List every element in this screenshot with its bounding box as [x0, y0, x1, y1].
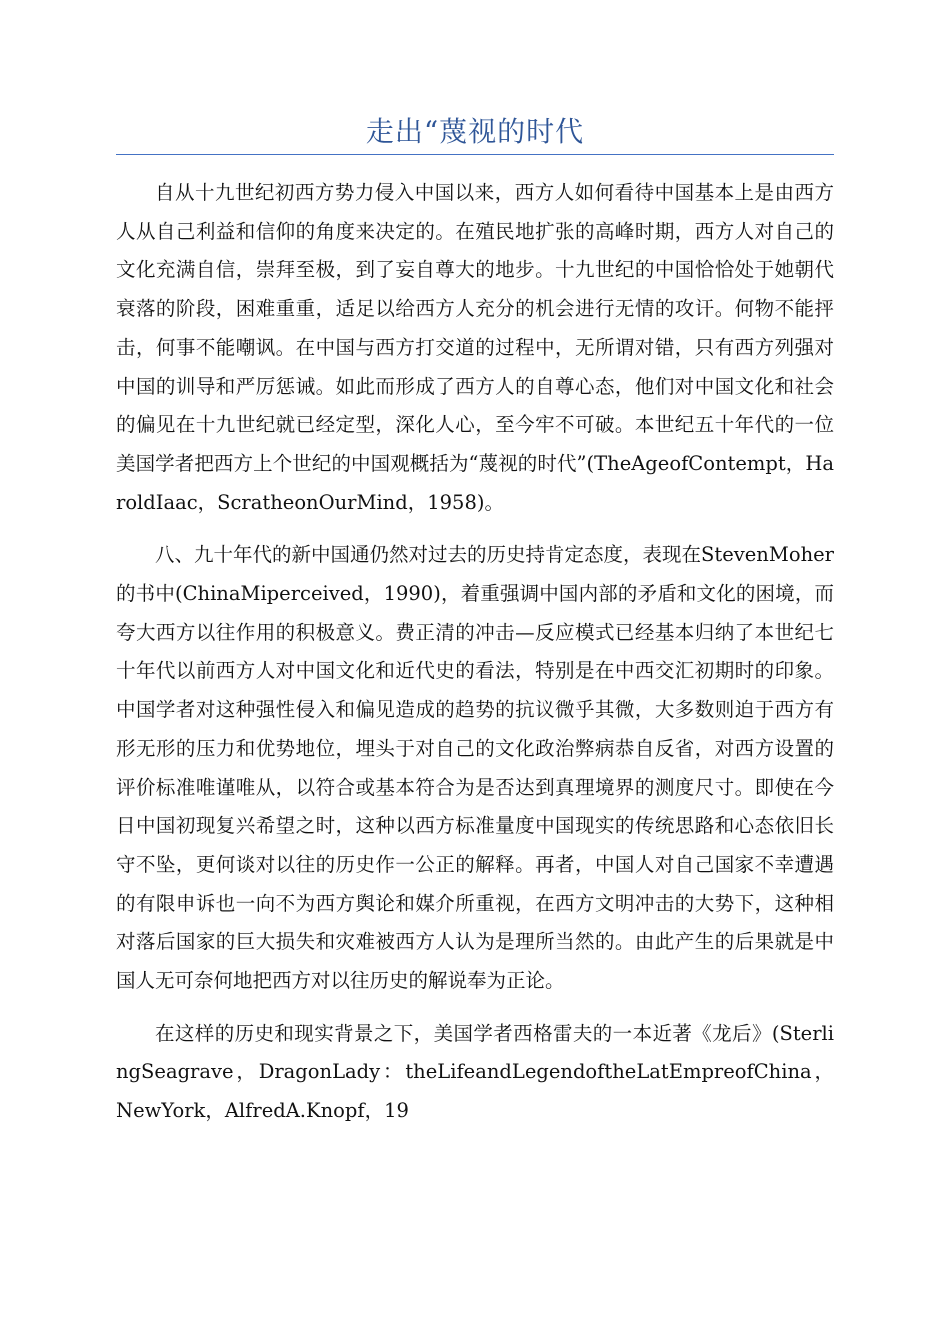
document-body [116, 174, 834, 1145]
paragraph: 在这样的历史和现实背景之下，美国学者西格雷夫的一本近著《龙后》(SterlingSeagrave，DragonLady：theLifeandLegendoftheLatEmpreofChina，NewYork，AlfredA.Knopf，19 [116, 1021, 834, 1123]
title-underline [116, 154, 834, 155]
paragraph: 八、九十年代的新中国通仍然对过去的历史持肯定态度，表现在StevenMoher的书中(ChinaMiperceived，1990)，着重强调中国内部的矛盾和文化的困境，而夸大西方以往作用的积极意义。费正清的冲击—反应模式已经基本归纳了本世纪七十年代以前西方人对中国文化和近代史的看法，特别是在中西交汇初期时的印象。中国学者对这种强性侵入和偏见造成的趋势的抗议微乎其微，大多数则迫于西方有形无形的压力和优势地位，埋头于对自己的文化政治弊病恭自反省，对西方设置的评价标准唯谨唯从，以符合或基本符合为是否达到真理境界的测度尺寸。即使在今日中国初现复兴希望之时，这种以西方标准量度中国现实的传统思路和心态依旧长守不坠，更何谈对以往的历史作一公正的解释。再者，中国人对自己国家不幸遭遇的有限申诉也一向不为西方舆论和媒介所重视，在西方文明冲击的大势下，这种相对落后国家的巨大损失和灾难被西方人认为是理所当然的。由此产生的后果就是中国人无可奈何地把西方对以往历史的解说奉为正论。 [116, 543, 834, 993]
document-title: 走出“蔑视的时代 [365, 115, 585, 148]
paragraph: 自从十九世纪初西方势力侵入中国以来，西方人如何看待中国基本上是由西方人从自己利益和信仰的角度来决定的。在殖民地扩张的高峰时期，西方人对自己的文化充满自信，崇拜至极，到了妄自尊大的地步。十九世纪的中国恰恰处于她朝代衰落的阶段，困难重重，适足以给西方人充分的机会进行无情的攻讦。何物不能抨击，何事不能嘲讽。在中国与西方打交道的过程中，无所谓对错，只有西方列强对中国的训导和严厉惩诫。如此而形成了西方人的自尊心态，他们对中国文化和社会的偏见在十九世纪就已经定型，深化人心，至今牢不可破。本世纪五十年代的一位美国学者把西方上个世纪的中国观概括为“蔑视的时代”(TheAgeofContempt，HaroldIaac，ScratheonOurMind，1958)。 [116, 181, 834, 514]
